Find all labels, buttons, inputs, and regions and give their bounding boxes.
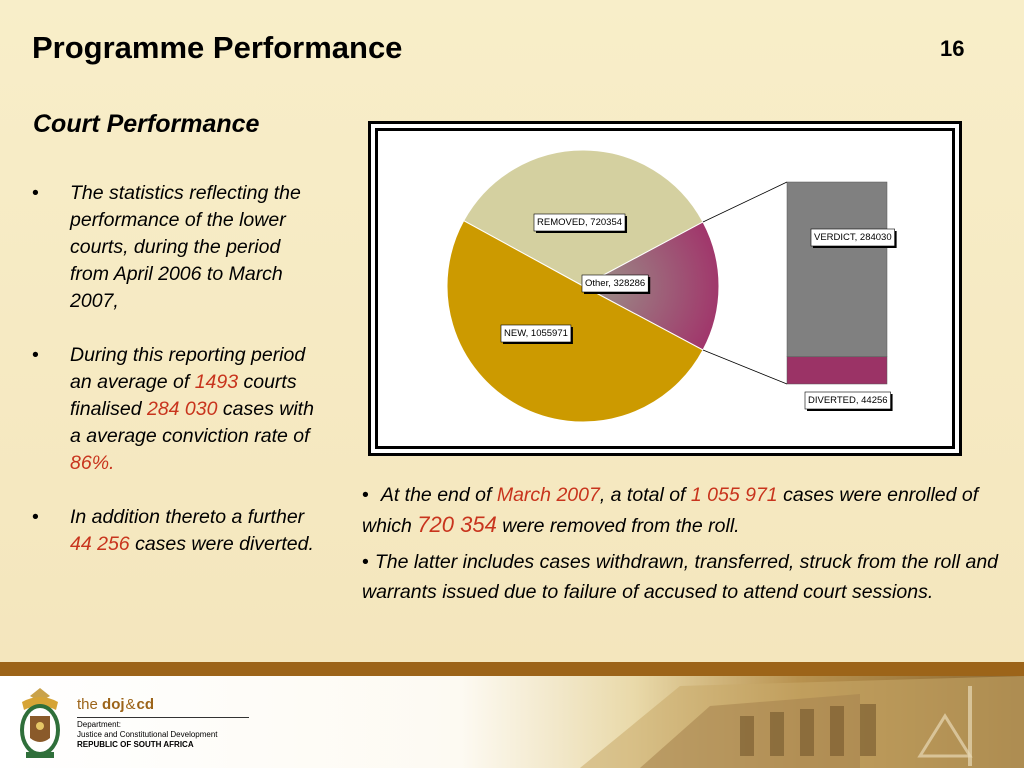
note-text: , a total of bbox=[599, 484, 691, 506]
building-photo bbox=[560, 676, 1024, 768]
notes bbox=[362, 480, 1002, 613]
brand-amp: & bbox=[125, 696, 136, 713]
bar-segment-verdict bbox=[787, 182, 887, 357]
brand-the: the bbox=[77, 696, 103, 713]
brand-divider bbox=[77, 717, 249, 718]
data-label-verdict bbox=[811, 229, 897, 248]
footer bbox=[0, 676, 1024, 768]
highlight-total: 1 055 971 bbox=[690, 484, 778, 506]
note-text: were removed from the roll. bbox=[496, 515, 740, 537]
dept-line-3: REPUBLIC OF SOUTH AFRICA bbox=[77, 740, 194, 749]
slide-title: Programme Performance bbox=[32, 30, 403, 65]
data-label-removed bbox=[534, 214, 627, 233]
svg-text:DIVERTED, 44256: DIVERTED, 44256 bbox=[808, 395, 888, 406]
bullet-text: In addition thereto a further bbox=[70, 506, 305, 528]
note-1 bbox=[362, 480, 1002, 541]
page-number: 16 bbox=[940, 36, 965, 61]
chart-frame bbox=[368, 121, 962, 456]
note-2 bbox=[362, 547, 1002, 607]
highlight-removed: 720 354 bbox=[417, 512, 497, 537]
data-label-other bbox=[582, 275, 650, 294]
svg-text:NEW, 1055971: NEW, 1055971 bbox=[504, 328, 568, 339]
note-text: The latter includes cases withdrawn, transferred, struck from the roll and warrants issued due to failure of accused to attend court sessions. bbox=[362, 551, 999, 603]
highlight-rate: 86%. bbox=[70, 452, 115, 474]
note-bullet: • bbox=[362, 484, 369, 506]
data-label-diverted bbox=[805, 392, 893, 411]
note-bullet: • bbox=[362, 551, 369, 573]
section-subtitle: Court Performance bbox=[33, 110, 260, 138]
note-text: At the end of bbox=[380, 484, 497, 506]
bullet-item bbox=[30, 342, 320, 477]
highlight-cases: 284 030 bbox=[146, 398, 218, 420]
dept-line-1: Department: bbox=[77, 720, 122, 729]
bullet-item bbox=[30, 180, 320, 315]
data-label-new bbox=[501, 325, 573, 344]
connector-line-top bbox=[703, 182, 787, 222]
bar-segment-diverted bbox=[787, 357, 887, 384]
brand-logo-text bbox=[77, 696, 154, 713]
footer-divider bbox=[0, 662, 1024, 676]
highlight-date: March 2007 bbox=[496, 484, 600, 506]
highlight-diverted: 44 256 bbox=[70, 533, 130, 555]
bullet-text: During this reporting period an average of bbox=[70, 344, 306, 393]
highlight-courts: 1493 bbox=[194, 371, 239, 393]
coat-of-arms-icon bbox=[12, 684, 68, 762]
svg-text:VERDICT, 284030: VERDICT, 284030 bbox=[814, 232, 892, 243]
brand-cd: cd bbox=[136, 696, 155, 713]
connector-line-bottom bbox=[703, 350, 787, 384]
bullet-text: The statistics reflecting the performance of the lower courts, during the period from April 2006 to March 2007, bbox=[70, 182, 301, 312]
note-text: cases were enrolled of which bbox=[362, 484, 979, 537]
brand-name: doj bbox=[102, 696, 125, 713]
department-text bbox=[77, 720, 218, 750]
bullet-list bbox=[30, 180, 320, 585]
bullet-item bbox=[30, 504, 320, 558]
bullet-text: cases were diverted. bbox=[129, 533, 314, 555]
bullet-text: courts finalised bbox=[70, 371, 297, 420]
dept-line-2: Justice and Constitutional Development bbox=[77, 730, 218, 739]
pie-of-bar-chart bbox=[371, 124, 959, 453]
bar-group bbox=[703, 182, 887, 384]
bullet-text: cases with a average conviction rate of bbox=[70, 398, 314, 447]
svg-text:Other, 328286: Other, 328286 bbox=[585, 278, 646, 289]
svg-text:REMOVED, 720354: REMOVED, 720354 bbox=[537, 217, 623, 228]
